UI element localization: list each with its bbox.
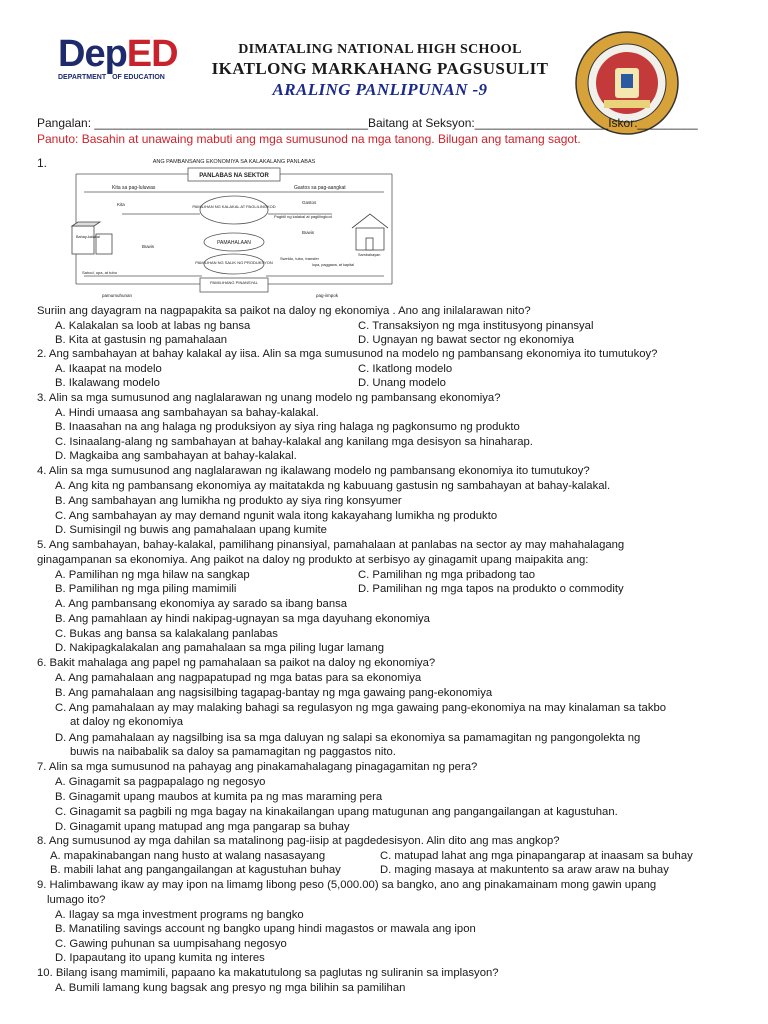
q3-option-a[interactable]: A. Hindi umaasa ang sambahayan sa bahay-kalakal. bbox=[55, 407, 319, 419]
logo-sub-1: DEPARTMENT bbox=[58, 74, 107, 81]
q5-option-a[interactable]: A. Pamilihan ng mga hilaw na sangkap bbox=[55, 569, 250, 581]
question-1-number: 1. bbox=[37, 156, 48, 170]
deped-logo bbox=[58, 34, 178, 90]
exam-header bbox=[190, 42, 570, 100]
diagram-right-top: Gastos sa pag-aangkat bbox=[294, 185, 346, 191]
diagram-lupa: lupa, paggawa, at kapital bbox=[312, 263, 355, 267]
question-8: 8. Ang sumusunod ay mga dahilan sa matalinong pag-iisip at pagdedesisyon. Alin dito ang mas angkop? bbox=[37, 835, 560, 847]
q6-option-d-cont: buwis na naibabalik sa daloy sa pamamagitan ng paggastos nito. bbox=[70, 746, 396, 758]
question-9-cont: lumago ito? bbox=[47, 894, 106, 906]
instructions: Panuto: Basahin at unawaing mabuti ang mga sumusunod na mga tanong. Bilugan ang tamang sagot. bbox=[37, 132, 581, 146]
diagram-buwis-left: Buwis bbox=[142, 244, 155, 249]
q10-option-a[interactable]: A. Bumili lamang kung bagsak ang presyo ng mga bilihin sa pamilihan bbox=[55, 982, 406, 994]
q6-option-b[interactable]: B. Ang pamahalaan ang nagsisilbing tagapag-bantay ng mga gawaing pang-ekonomiya bbox=[55, 687, 493, 699]
extra-option-b[interactable]: B. Ang pamahlaan ay hindi nakipag-ugnayan sa mga dayuhang ekonomiya bbox=[55, 613, 430, 625]
question-7: 7. Alin sa mga sumusunod na pahayag ang pinakamahalagang pinagagamitan ng pera? bbox=[37, 761, 478, 773]
household-house-icon bbox=[352, 214, 388, 250]
q6-option-c[interactable]: C. Ang pamahalaan ay may malaking bahagi sa regulasyon ng mga gawaing pang-ekonomiya na may kinalaman sa takbo bbox=[55, 702, 667, 714]
q4-option-d[interactable]: D. Sumisingil ng buwis ang pamahalaan upang kumite bbox=[55, 524, 327, 536]
circular-flow-diagram bbox=[62, 156, 406, 300]
extra-option-a[interactable]: A. Ang pambansang ekonomiya ay sarado sa ibang bansa bbox=[55, 598, 348, 610]
diagram-investment: pamumuhunan bbox=[102, 293, 133, 298]
diagram-business: Bahay-kalakal bbox=[76, 235, 100, 239]
question-10: 10. Bilang isang mamimili, papaano ka makatutulong sa paglutas ng suliranin sa implasyon? bbox=[37, 967, 499, 979]
question-4: 4. Alin sa mga sumusunod ang naglalarawan ng ikalawang modelo ng pambansang ekonomiya ito tumutukoy? bbox=[37, 465, 590, 477]
question-5-cont: ginagampanan sa ekonomiya. Ang paikot na daloy ng produkto at serbisyo ay ginagamit upang maipakita ang: bbox=[37, 554, 589, 566]
q9-option-c[interactable]: C. Gawing puhunan sa uumpisahang negosyo bbox=[55, 938, 287, 950]
q5-option-d[interactable]: D. Pamilihan ng mga tapos na produkto o commodity bbox=[358, 583, 624, 595]
diagram-title: ANG PAMBANSANG EKONOMIYA SA KALAKALANG PANLABAS bbox=[152, 159, 316, 165]
diagram-financial-market: PAMILIHANG PINANSYAL bbox=[210, 280, 258, 285]
student-info-line[interactable]: Pangalan: _________________________________________Baitang at Seksyon:____________________Iskor:_________ bbox=[37, 116, 698, 130]
q2-option-b[interactable]: B. Ikalawang modelo bbox=[55, 377, 160, 389]
q9-option-b[interactable]: B. Manatiling savings account ng bangko upang hindi magastos or mawala ang ipon bbox=[55, 923, 476, 935]
q7-option-d[interactable]: D. Ginagamit upang matupad ang mga pangarap sa buhay bbox=[55, 821, 350, 833]
school-name: DIMATALING NATIONAL HIGH SCHOOL bbox=[238, 42, 522, 57]
diagram-factor-market: PAMILIHAN NG SALIK NG PRODUKSYON bbox=[195, 260, 273, 265]
q2-option-c[interactable]: C. Ikatlong modelo bbox=[358, 363, 453, 375]
q3-option-b[interactable]: B. Inaasahan na ang halaga ng produksiyon ay siya ring halaga ng pagkonsumo ng produkto bbox=[55, 421, 520, 433]
diagram-government: PAMAHALAAN bbox=[217, 240, 251, 246]
q8-option-a[interactable]: A. mapakinabangan nang husto at walang nasasayang bbox=[50, 850, 326, 862]
logo-sub-2: OF EDUCATION bbox=[112, 74, 165, 81]
q1-option-c[interactable]: C. Transaksiyon ng mga institusyong pinansyal bbox=[358, 320, 594, 332]
diagram-household: Sambahayan bbox=[358, 253, 381, 257]
logo-text-ed: ED bbox=[126, 33, 178, 75]
q6-option-c-cont: at daloy ng ekonomiya bbox=[70, 716, 184, 728]
q4-option-b[interactable]: B. Ang sambahayan ang lumikha ng produkto ay siya ring konsyumer bbox=[55, 495, 402, 507]
question-9: 9. Halimbawang ikaw ay may ipon na limamg libong peso (5,000.00) sa bangko, ano ang pinakamainam mong gawin upang bbox=[37, 879, 657, 891]
question-2: 2. Ang sambahayan at bahay kalakal ay iisa. Alin sa mga sumusunod na modelo ng pambansang ekonomiya ito tumutukoy? bbox=[37, 348, 658, 360]
q5-option-b[interactable]: B. Pamilihan ng mga piling mamimili bbox=[55, 583, 237, 595]
q7-option-a[interactable]: A. Ginagamit sa pagpapalago ng negosyo bbox=[55, 776, 266, 788]
exam-title: IKATLONG MARKAHANG PAGSUSULIT bbox=[211, 59, 549, 78]
q8-option-d[interactable]: D. maging masaya at makuntento sa araw araw na buhay bbox=[380, 864, 669, 876]
logo-text-dep: Dep bbox=[58, 33, 127, 75]
question-6: 6. Bakit mahalaga ang papel ng pamahalaan sa paikot na daloy ng ekonomiya? bbox=[37, 657, 436, 669]
q4-option-c[interactable]: C. Ang sambahayan ay may demand ngunit wala itong kakayahang lumikha ng produkto bbox=[55, 510, 498, 522]
diagram-top-box: PANLABAS NA SEKTOR bbox=[199, 173, 269, 179]
diagram-sahod: Sahod, upa, at tubo bbox=[82, 270, 117, 275]
diagram-buwis-right: Buwis bbox=[302, 230, 315, 235]
q1-option-a[interactable]: A. Kalakalan sa loob at labas ng bansa bbox=[55, 320, 251, 332]
q7-option-c[interactable]: C. Ginagamit sa pagbili ng mga bagay na kinakailangan upang matugunan ang pangangailangan at kagustuhan. bbox=[55, 806, 618, 818]
q2-option-a[interactable]: A. Ikaapat na modelo bbox=[55, 363, 162, 375]
q6-option-a[interactable]: A. Ang pamahalaan ang nagpapatupad ng mga batas para sa ekonomiya bbox=[55, 672, 422, 684]
q9-option-a[interactable]: A. Ilagay sa mga investment programs ng bangko bbox=[55, 909, 304, 921]
diagram-left-top: Kita sa pag-luluwas bbox=[112, 185, 156, 191]
diagram-savings: pag-iimpok bbox=[316, 293, 339, 298]
q8-option-b[interactable]: B. mabili lahat ang pangangailangan at kagustuhan buhay bbox=[50, 864, 341, 876]
q1-option-d[interactable]: D. Ugnayan ng bawat sector ng ekonomiya bbox=[358, 334, 575, 346]
q3-option-c[interactable]: C. Isinaalang-alang ng sambahayan at bahay-kalakal ang kanilang mga desisyon sa hinaharap. bbox=[55, 436, 533, 448]
diagram-kita: Kita bbox=[117, 202, 125, 207]
q5-option-c[interactable]: C. Pamilihan ng mga pribadong tao bbox=[358, 569, 536, 581]
q6-option-d[interactable]: D. Ang pamahalaan ay nagsilbing isa sa mga daluyan ng salapi sa ekonomiya sa pamamagitan ng pangongolekta ng bbox=[55, 732, 641, 744]
q7-option-b[interactable]: B. Ginagamit upang maubos at kumita pa ng mas maraming pera bbox=[55, 791, 383, 803]
diagram-pagbili: Pagbili ng kalakal at paglilingkod bbox=[274, 214, 332, 219]
q8-option-c[interactable]: C. matupad lahat ang mga pinapangarap at inaasam sa buhay bbox=[380, 850, 693, 862]
question-5: 5. Ang sambahayan, bahay-kalakal, pamilihang pinansiyal, pamahalaan at panlabas na sector ay may mahahalagang bbox=[37, 539, 625, 551]
q4-option-a[interactable]: A. Ang kita ng pambansang ekonomiya ay maitatakda ng kabuuang gastusin ng sambahayan at bahay-kalakal. bbox=[55, 480, 611, 492]
question-1: Suriin ang dayagram na nagpapakita sa paikot na daloy ng ekonomiya . Ano ang inilalarawan nito? bbox=[37, 305, 531, 317]
q1-option-b[interactable]: B. Kita at gastusin ng pamahalaan bbox=[55, 334, 228, 346]
extra-option-d[interactable]: D. Nakipagkalakalan ang pamahalaan sa mga piling lugar lamang bbox=[55, 642, 385, 654]
q3-option-d[interactable]: D. Magkaiba ang sambahayan at bahay-kalakal. bbox=[55, 450, 297, 462]
question-3: 3. Alin sa mga sumusunod ang naglalarawan ng unang modelo ng pambansang ekonomiya? bbox=[37, 392, 501, 404]
extra-option-c[interactable]: C. Bukas ang bansa sa kalakalang panlabas bbox=[55, 628, 278, 640]
subject-title: ARALING PANLIPUNAN -9 bbox=[272, 80, 488, 99]
diagram-gastos: Gastos bbox=[302, 200, 317, 205]
q9-option-d[interactable]: D. Ipapautang ito upang kumita ng interes bbox=[55, 952, 265, 964]
q2-option-d[interactable]: D. Unang modelo bbox=[358, 377, 446, 389]
diagram-sweldo: Sweldo, tubo, transfer bbox=[280, 256, 319, 261]
diagram-goods-market: PAMILIHAN NG KALAKAL AT PAGLILINGKOD bbox=[192, 204, 276, 209]
